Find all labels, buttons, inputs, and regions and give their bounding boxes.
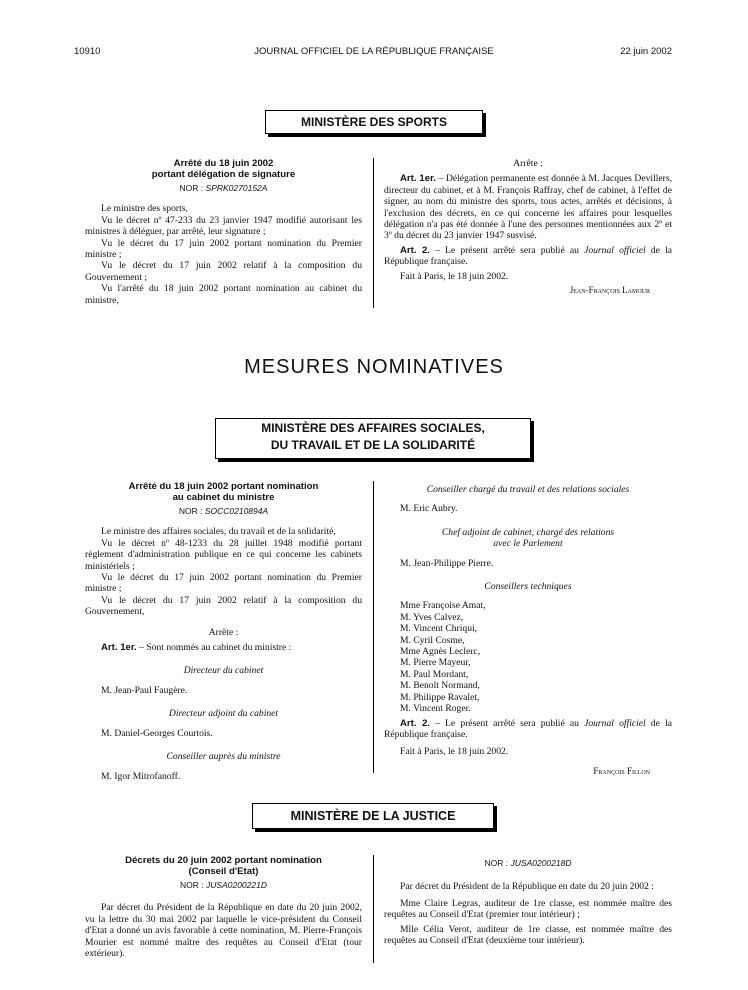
social-nor-code: SOCC0210894A — [204, 506, 269, 516]
ministry-sports-box: MINISTÈRE DES SPORTS — [265, 110, 483, 134]
position-title: Conseiller auprès du ministre — [166, 751, 281, 763]
justice-nor2: NOR : JUSA0200218D — [484, 858, 572, 868]
social-title-line2: au cabinet du ministre — [172, 492, 275, 503]
sports-fait: Fait à Paris, le 18 juin 2002. — [400, 270, 509, 282]
social-visa: Le ministre des affaires sociales, du travail et de la solidarité, — [101, 526, 336, 538]
justice-nor1: NOR : JUSA0200221D — [180, 880, 267, 890]
column-divider — [373, 481, 374, 773]
social-visa: Vu le décret du 17 juin 2002 relatif à la composition du Gouvernement, — [85, 594, 362, 618]
sports-left-column — [85, 158, 362, 306]
journal-officiel-ref: Journal officiel — [584, 244, 646, 256]
sports-title-line2: portant délégation de signature — [151, 169, 296, 180]
justice-title-line2: (Conseil d'Etat) — [188, 866, 259, 877]
sports-arrete: Arrête : — [513, 158, 543, 169]
list-item: M. Paul Mordant, — [400, 668, 469, 680]
social-box-line1: MINISTÈRE DES AFFAIRES SOCIALES, — [261, 421, 485, 435]
section-title: MESURES NOMINATIVES — [244, 356, 504, 378]
social-nor: NOR : SOCC0210894A — [178, 506, 269, 516]
sports-title-line1: Arrêté du 18 juin 2002 — [173, 158, 274, 169]
sports-nor-code: SPRK0270152A — [205, 183, 268, 193]
social-box-line2: DU TRAVAIL ET DE LA SOLIDARITÉ — [270, 438, 476, 452]
list-item: Mme Agnès Leclerc, — [400, 646, 481, 658]
list-item: M. Cyril Cosme, — [400, 634, 465, 646]
social-signature: François Fillon — [593, 765, 650, 776]
social-arrete: Arrête : — [208, 626, 239, 638]
social-right-column: Conseiller chargé du travail et des relations sociales M. Eric Aubry. Chef adjoint de cabinet, chargé des relations avec le Parlement M. Jean-Philippe Pierre. Conseillers techniques Mme Françoise Amat, M. Yves Calvez, M. Vincent Chriqui, M. Cyril Cosme, Mme Agnès Leclerc, M. Pierre Mayeur, M. Paul Mordant, M. Benoît Normand, M. Philippe Ravalet, M. Vincent Roger. Art. 2. – Le présent arrêté sera publié au Journal officiel de la République française. Fait à Paris, le 18 juin 2002. François Fillon — [384, 484, 672, 776]
appointee-name: M. Jean-Paul Faugère. — [101, 684, 188, 696]
sports-visa: Le ministre des sports, — [101, 203, 188, 215]
social-fait: Fait à Paris, le 18 juin 2002. — [400, 746, 509, 758]
journal-officiel-ref: Journal officiel — [584, 717, 646, 729]
sports-visa: Vu le décret du 17 juin 2002 portant nomination du Premier ministre ; — [85, 237, 362, 261]
position-title-line2: avec le Parlement — [493, 538, 563, 550]
appointee-name: M. Eric Aubry. — [400, 503, 458, 515]
sports-nor: NOR : SPRK0270152A — [179, 183, 268, 193]
social-visa: Vu le décret du 17 juin 2002 portant nomination du Premier ministre ; — [85, 572, 362, 595]
social-art1-label: Art. 1er. — [101, 642, 137, 654]
journal-title: JOURNAL OFFICIEL DE LA RÉPUBLIQUE FRANÇAISE — [254, 46, 494, 57]
justice-decree-text: Par décret du Président de la République en date du 20 juin 2002, vu la lettre du 30 mai 2002 par laquelle le vice-président du Conseil d'Etat a donné un avis favorable à cette nomination, M. Pierre-François Mourier est nommé maître des requêtes au Conseil d'Etat (tour extérieur). — [85, 902, 362, 960]
social-art2-label: Art. 2. — [400, 717, 430, 729]
justice-appointment: Mme Claire Legras, auditeur de 1re classe, est nommée maître des requêtes au Conseil d'Etat (premier tour intérieur) ; — [384, 897, 672, 921]
list-item: M. Yves Calvez, — [400, 611, 464, 623]
social-art1-text: – Sont nommés au cabinet du ministre : — [136, 642, 292, 654]
position-title: Directeur adjoint du cabinet — [168, 708, 279, 720]
sports-signature: Jean-François Lamour — [569, 285, 650, 296]
sports-visa: Vu le décret nº 47-233 du 23 janvier 1947 modifié autorisant les ministres à déléguer, par arrêté, leur signature ; — [85, 214, 362, 238]
justice-left-column — [85, 855, 362, 959]
sports-art2-label: Art. 2. — [400, 244, 430, 256]
list-item: Mme Françoise Amat, — [400, 600, 486, 612]
sports-art1-text: – Délégation permanente est donnée à M. Jacques Devillers, directeur du cabinet, et à M. François Raffray, chef de cabinet, à l'effet de signer, au nom du ministre des sports, tous actes, arrêtés et décisions, à l'exclusion des décrets, en ce qui concerne les affaires pour lesquelles délégation n'a pas été donnée à l'une des personnes mentionnées aux 2º et 3º du décret du 23 janvier 1947 susvisé. — [384, 173, 672, 242]
technical-advisers-list — [384, 600, 672, 714]
page-number: 10910 — [74, 46, 101, 57]
sports-right-column: Arrête : Art. 1er. – Délégation permanente est donnée à M. Jacques Devillers, directeur du cabinet, et à M. François Raffray, chef de cabinet, à l'effet de signer, au nom du ministre des sports, tous actes, arrêtés et décisions, à l'exclusion des décrets, en ce qui concerne les affaires pour lesquelles délégation n'a pas été donnée à l'une des personnes mentionnées aux 2º et 3º du décret du 23 janvier 1947 susvisé. Art. 2. – Le présent arrêté sera publié au Journal officiel de la République française. Fait à Paris, le 18 juin 2002. Jean-François Lamour — [384, 158, 672, 296]
justice-nor2-code: JUSA0200218D — [510, 858, 572, 868]
social-left-column — [85, 481, 362, 782]
appointee-name: M. Igor Mitrofanoff. — [101, 770, 181, 782]
list-item: M. Benoît Normand, — [400, 680, 480, 692]
sports-art1-label: Art. 1er. — [400, 173, 436, 185]
position-title-line1: Chef adjoint de cabinet, chargé des relations — [441, 526, 615, 538]
position-title: Conseiller chargé du travail et des relations sociales — [426, 484, 630, 495]
column-divider — [373, 158, 374, 308]
position-title: Directeur du cabinet — [183, 665, 264, 677]
sports-visa: Vu le décret du 17 juin 2002 relatif à la composition du Gouvernement ; — [85, 260, 362, 283]
ministry-justice-box: MINISTÈRE DE LA JUSTICE — [252, 803, 494, 829]
justice-right-column — [384, 855, 672, 946]
column-divider — [373, 855, 374, 963]
social-visa: Vu le décret nº 48-1233 du 28 juillet 1948 modifié portant règlement d'administration publique en ce qui concerne les cabinets ministériels ; — [85, 537, 362, 572]
appointee-name: M. Jean-Philippe Pierre. — [400, 557, 494, 569]
list-item: M. Vincent Chriqui, — [400, 623, 478, 635]
justice-nor1-code: JUSA0200221D — [206, 880, 267, 890]
social-title-line1: Arrêté du 18 juin 2002 portant nomination — [128, 481, 319, 492]
appointee-name: M. Daniel-Georges Courtois. — [101, 727, 213, 739]
issue-date: 22 juin 2002 — [620, 46, 672, 57]
list-item: M. Pierre Mayeur, — [400, 657, 471, 669]
list-item: M. Philippe Ravalet, — [400, 691, 480, 703]
list-item: M. Vincent Roger. — [400, 703, 471, 715]
position-title: Conseillers techniques — [484, 581, 572, 593]
sports-visa: Vu l'arrêté du 18 juin 2002 portant nomination au cabinet du ministre, — [85, 283, 362, 306]
justice-appointment: Mlle Célia Verot, auditeur de 1re classe, est nommée maître des requêtes au Conseil d'Etat (deuxième tour intérieur). — [384, 923, 672, 947]
ministry-social-box — [215, 418, 531, 459]
justice-title-line1: Décrets du 20 juin 2002 portant nomination — [125, 855, 322, 866]
justice-decree-intro: Par décret du Président de la République en date du 20 juin 2002 : — [400, 881, 654, 893]
